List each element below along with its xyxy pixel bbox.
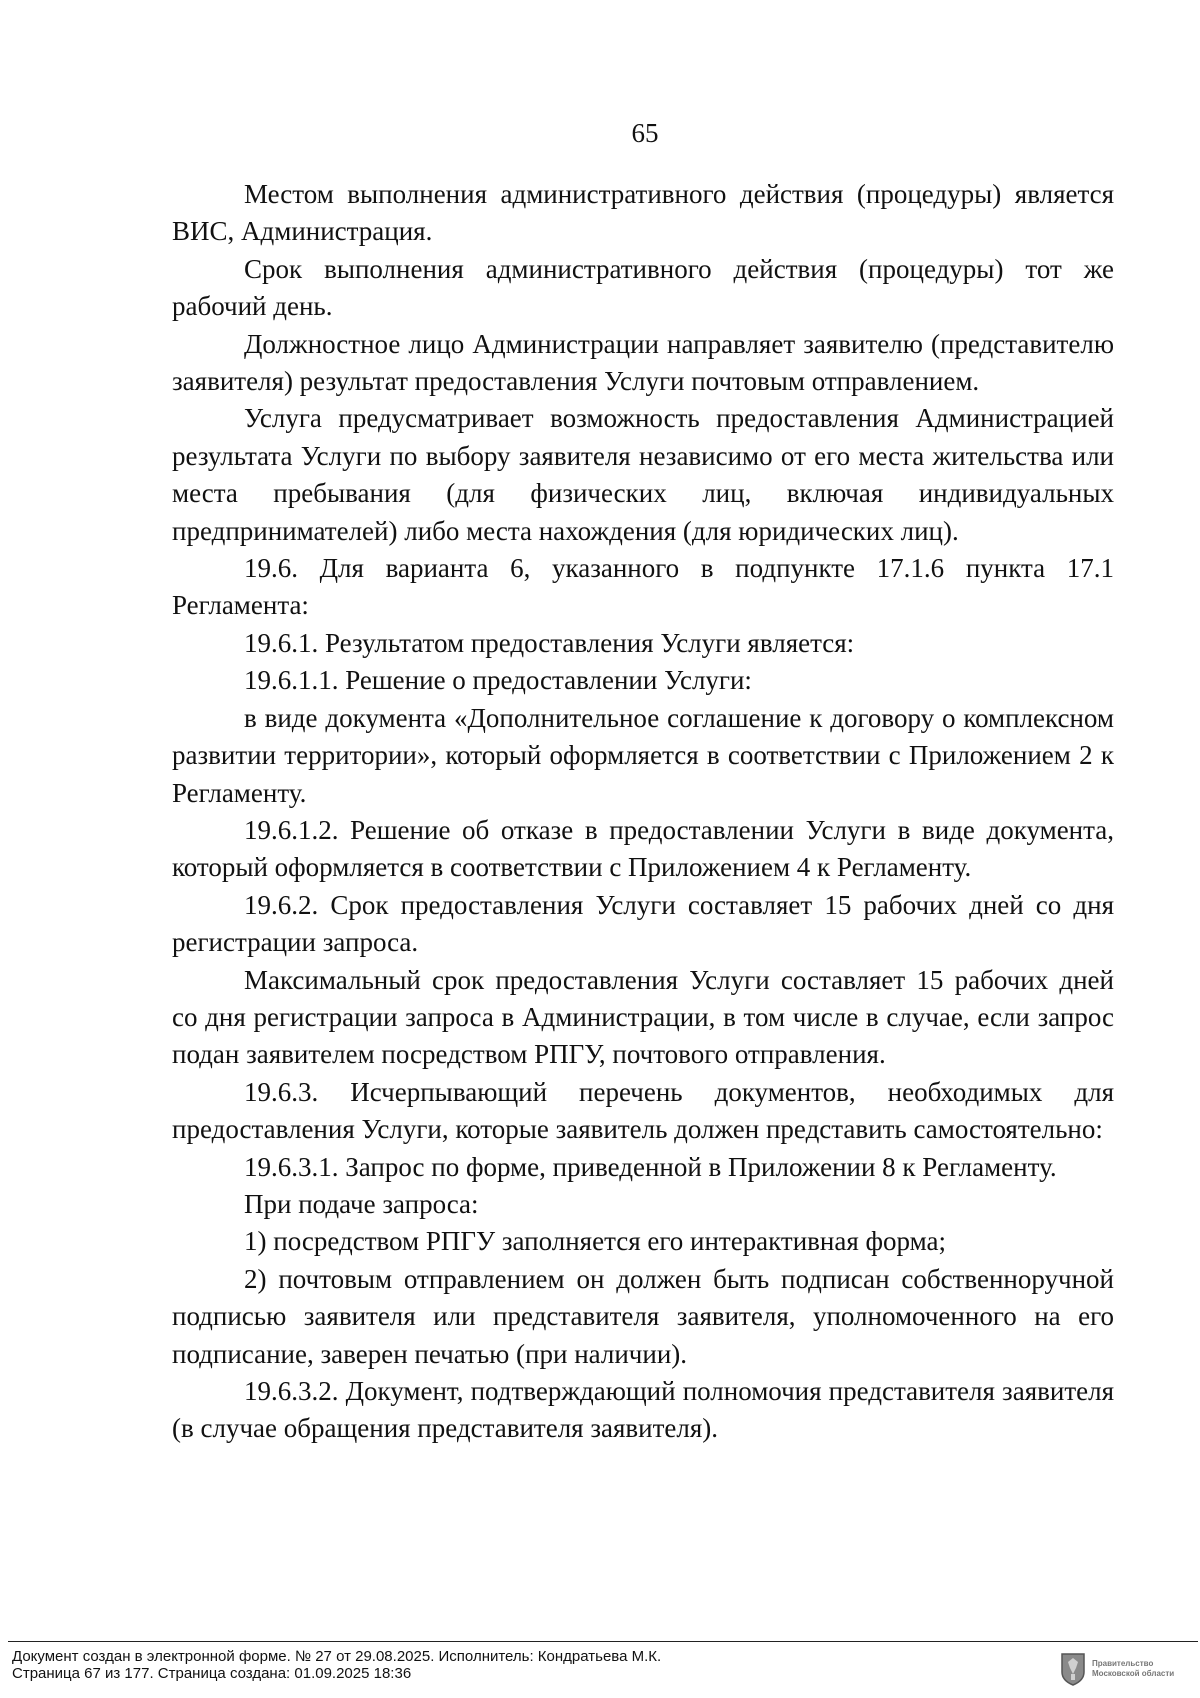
- paragraph: 2) почтовым отправлением он должен быть подписан собственноручной подписью заявителя или представителя заявителя, уполномоченного на его подписание, заверен печатью (при наличии).: [172, 1263, 1114, 1369]
- paragraph: Местом выполнения административного действия (процедуры) является ВИС, Администрация.: [172, 179, 1114, 247]
- paragraph: 19.6. Для варианта 6, указанного в подпункте 17.1.6 пункта 17.1 Регламента:: [172, 553, 1114, 621]
- document-footer: [0, 1641, 1200, 1698]
- paragraph: 19.6.1. Результатом предоставления Услуги является:: [244, 627, 855, 658]
- footer-creation-info: Документ создан в электронной форме. № 27 от 29.08.2025. Исполнитель: Кондратьева М.К.: [12, 1648, 662, 1665]
- logo-line-2: Московской области: [1092, 1669, 1175, 1678]
- footer-divider: [8, 1641, 1198, 1642]
- paragraph: 1) посредством РПГУ заполняется его интерактивная форма;: [244, 1226, 946, 1257]
- coat-of-arms-icon: [1060, 1652, 1086, 1686]
- page-number: 65: [631, 118, 659, 148]
- paragraph: Срок выполнения административного действия (процедуры) тот же рабочий день.: [172, 253, 1114, 322]
- paragraph: 19.6.3. Исчерпывающий перечень документов, необходимых для предоставления Услуги, которые заявитель должен представить самостоятельно:: [172, 1076, 1114, 1145]
- paragraph: Должностное лицо Администрации направляет заявителю (представителю заявителя) результат предоставления Услуги почтовым отправлением.: [172, 328, 1114, 397]
- government-logo: [1060, 1645, 1195, 1693]
- paragraph: 19.6.1.2. Решение об отказе в предоставлении Услуги в виде документа, который оформляется в соответствии с Приложением 4 к Регламенту.: [172, 814, 1114, 883]
- paragraph: При подаче запроса:: [244, 1188, 479, 1219]
- logo-line-1: Правительство: [1092, 1659, 1154, 1668]
- paragraph: 19.6.2. Срок предоставления Услуги составляет 15 рабочих дней со дня регистрации запроса.: [172, 889, 1114, 958]
- paragraph: 19.6.1.1. Решение о предоставлении Услуги:: [244, 665, 752, 696]
- paragraph: в виде документа «Дополнительное соглашение к договору о комплексном развитии территории», который оформляется в соответствии с Приложением 2 к Регламенту.: [172, 702, 1114, 808]
- document-body: [172, 176, 1114, 1448]
- paragraph: Максимальный срок предоставления Услуги составляет 15 рабочих дней со дня регистрации запроса в Администрации, в том числе в случае, если запрос подан заявителем посредством РПГУ, почтового отправления.: [172, 964, 1114, 1070]
- paragraph: Услуга предусматривает возможность предоставления Администрацией результата Услуги по выбору заявителя независимо от его места жительства или места пребывания (для физических лиц, включая индивидуальных предпринимателей) либо места нахождения (для юридических лиц).: [172, 403, 1114, 546]
- footer-info: [12, 1648, 661, 1682]
- paragraph: 19.6.3.2. Документ, подтверждающий полномочия представителя заявителя (в случае обращения представителя заявителя).: [172, 1376, 1114, 1444]
- footer-page-info: Страница 67 из 177. Страница создана: 01.09.2025 18:36: [12, 1665, 412, 1682]
- paragraph: 19.6.3.1. Запрос по форме, приведенной в Приложении 8 к Регламенту.: [244, 1151, 1057, 1182]
